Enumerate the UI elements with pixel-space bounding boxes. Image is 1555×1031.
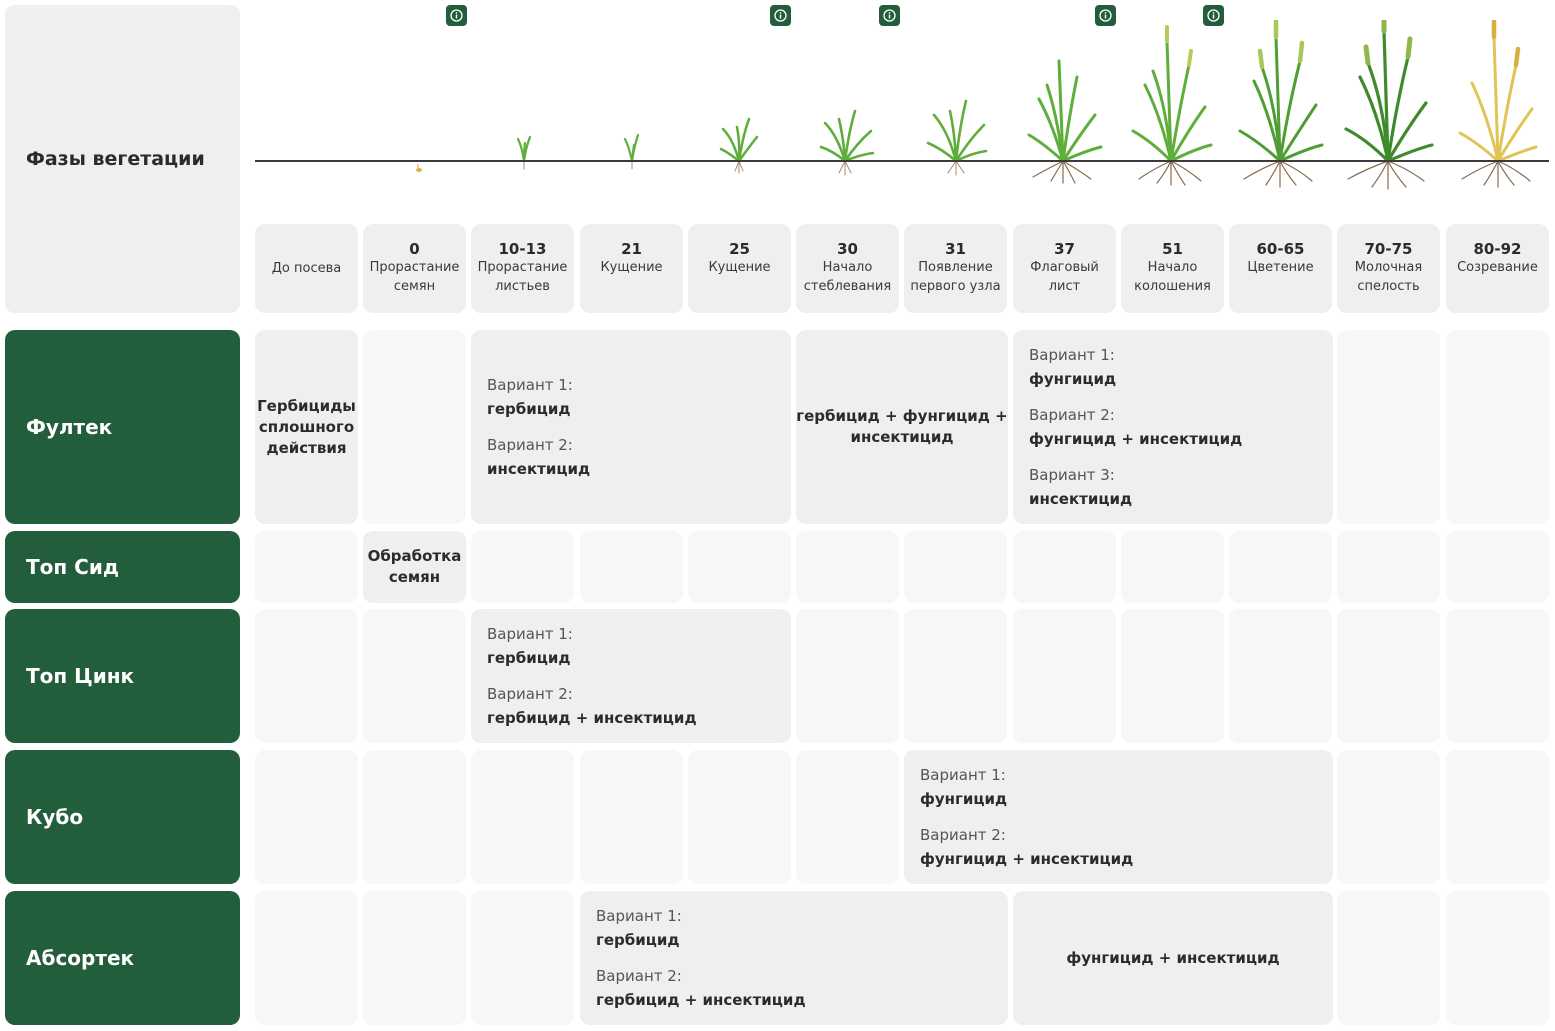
- treatment-text: Гербициды сплошного действия: [257, 396, 356, 457]
- empty-cell: [255, 750, 358, 884]
- treatment-block: [1013, 330, 1333, 524]
- empty-cell: [363, 891, 466, 1025]
- plant-stage-10-13: [518, 137, 530, 169]
- empty-cell: [255, 891, 358, 1025]
- variant-value: гербицид + инсектицид: [596, 991, 806, 1009]
- variant-value: фунгицид + инсектицид: [1029, 430, 1243, 448]
- treatment-block: [1013, 891, 1333, 1025]
- empty-cell: [1121, 531, 1224, 603]
- phase-cell: [1229, 224, 1332, 313]
- variant-value: инсектицид: [487, 460, 591, 478]
- phase-code: 31: [945, 240, 966, 258]
- product-top-sid[interactable]: [5, 531, 240, 603]
- plant-stage-0: [416, 164, 422, 172]
- variant-label: Вариант 1:: [920, 766, 1006, 784]
- phase-cell: [796, 224, 899, 313]
- empty-cell: [580, 750, 683, 884]
- empty-cell: [363, 750, 466, 884]
- empty-cell: [471, 750, 574, 884]
- variant-label: Вариант 2:: [487, 436, 573, 454]
- empty-cell: [1446, 531, 1549, 603]
- phase-cell: [1337, 224, 1440, 313]
- phase-code: 25: [729, 240, 750, 258]
- empty-cell: [471, 891, 574, 1025]
- empty-cell: [363, 609, 466, 743]
- plant-stage-70-75: [1346, 20, 1432, 189]
- empty-cell: [688, 750, 791, 884]
- empty-cell: [688, 531, 791, 603]
- treatment-text: гербицид + фунгицид + инсектицид: [796, 407, 1008, 446]
- variant-value: фунгицид + инсектицид: [920, 850, 1134, 868]
- empty-cell: [1337, 609, 1440, 743]
- empty-cell: [1013, 609, 1116, 743]
- variant-value: инсектицид: [1029, 490, 1133, 508]
- treatment-text: фунгицид + инсектицид: [1066, 948, 1280, 967]
- empty-cell: [1337, 750, 1440, 884]
- phase-name: Цветение: [1247, 260, 1314, 275]
- phase-name: Начало колошения: [1134, 260, 1211, 294]
- empty-cell: [1337, 531, 1440, 603]
- phase-cell: [255, 224, 358, 313]
- product-top-tsink[interactable]: [5, 609, 240, 743]
- phase-code: 51: [1162, 240, 1183, 258]
- treatment-block: [255, 330, 358, 524]
- empty-cell: [580, 531, 683, 603]
- phase-cell: [1013, 224, 1116, 313]
- phase-name: Молочная спелость: [1354, 260, 1423, 294]
- info-icon[interactable]: [1203, 5, 1224, 26]
- plant-stage-21: [625, 135, 638, 169]
- variant-label: Вариант 2:: [487, 685, 573, 703]
- variant-value: гербицид + инсектицид: [487, 709, 697, 727]
- info-icon[interactable]: [446, 5, 467, 26]
- treatment-block: [471, 609, 791, 743]
- empty-cell: [1229, 531, 1332, 603]
- plant-stage-30: [821, 111, 873, 175]
- phase-code: 30: [837, 240, 858, 258]
- variant-value: фунгицид: [920, 790, 1008, 808]
- variant-label: Вариант 1:: [1029, 346, 1115, 364]
- phase-name: До посева: [271, 261, 342, 276]
- phase-code: 0: [409, 240, 420, 258]
- empty-cell: [1121, 609, 1224, 743]
- empty-cell: [471, 531, 574, 603]
- empty-cell: [1229, 609, 1332, 743]
- phase-name: Флаговый лист: [1030, 260, 1099, 294]
- product-name: Топ Сид: [26, 555, 120, 579]
- plant-growth-illustration: [255, 20, 1549, 210]
- phase-code: 70-75: [1364, 240, 1413, 258]
- info-icon[interactable]: [1095, 5, 1116, 26]
- variant-value: гербицид: [596, 931, 680, 949]
- empty-cell: [1337, 891, 1440, 1025]
- product-name: Кубо: [26, 805, 84, 829]
- product-kubo[interactable]: [5, 750, 240, 884]
- empty-cell: [1446, 891, 1549, 1025]
- product-absortek[interactable]: [5, 891, 240, 1025]
- phase-cell: [904, 224, 1007, 313]
- empty-cell: [1446, 330, 1549, 524]
- variant-label: Вариант 2:: [596, 967, 682, 985]
- variant-label: Вариант 1:: [487, 376, 573, 394]
- phase-cell: [471, 224, 574, 313]
- info-icon[interactable]: [879, 5, 900, 26]
- variant-label: Вариант 1:: [596, 907, 682, 925]
- treatment-block: [471, 330, 791, 524]
- plant-stage-25: [721, 119, 757, 173]
- phases-title-cell: [5, 5, 240, 313]
- variant-label: Вариант 1:: [487, 625, 573, 643]
- empty-cell: [1446, 609, 1549, 743]
- phases-title: Фазы вегетации: [26, 148, 205, 170]
- empty-cell: [1337, 330, 1440, 524]
- phase-code: 37: [1054, 240, 1075, 258]
- phase-code: 60-65: [1256, 240, 1305, 258]
- treatment-block: [363, 531, 466, 603]
- phase-name: Начало стеблевания: [803, 260, 892, 294]
- product-name: Фултек: [26, 415, 113, 439]
- empty-cell: [1446, 750, 1549, 884]
- empty-cell: [796, 750, 899, 884]
- treatment-text: Обработка семян: [367, 547, 462, 586]
- variant-label: Вариант 2:: [1029, 406, 1115, 424]
- phase-cell: [1121, 224, 1224, 313]
- empty-cell: [904, 609, 1007, 743]
- empty-cell: [796, 609, 899, 743]
- empty-cell: [1013, 531, 1116, 603]
- treatment-block: [796, 330, 1008, 524]
- plant-stage-31: [928, 101, 986, 175]
- phase-name: Прорастание семян: [369, 260, 460, 294]
- info-icon[interactable]: [770, 5, 791, 26]
- phase-name: Созревание: [1457, 260, 1538, 275]
- product-name: Топ Цинк: [26, 664, 135, 688]
- ground-line: [255, 160, 1549, 162]
- phase-cell: [363, 224, 466, 313]
- phase-code: 80-92: [1473, 240, 1522, 258]
- phase-name: Появление первого узла: [910, 260, 1001, 294]
- empty-cell: [255, 609, 358, 743]
- phase-code: 10-13: [498, 240, 547, 258]
- phase-cell: [580, 224, 683, 313]
- treatment-block: [904, 750, 1333, 884]
- variant-value: гербицид: [487, 649, 571, 667]
- variant-value: гербицид: [487, 400, 571, 418]
- phase-name: Прорастание листьев: [477, 260, 568, 294]
- phase-name: Кущение: [708, 260, 771, 275]
- phase-code: 21: [621, 240, 642, 258]
- product-fultek[interactable]: [5, 330, 240, 524]
- phase-cell: [1446, 224, 1549, 313]
- variant-label: Вариант 2:: [920, 826, 1006, 844]
- empty-cell: [255, 531, 358, 603]
- phase-name: Кущение: [600, 260, 663, 275]
- phase-cell: [688, 224, 791, 313]
- empty-cell: [796, 531, 899, 603]
- plant-stage-37: [1029, 61, 1101, 183]
- variant-value: фунгицид: [1029, 370, 1117, 388]
- empty-cell: [904, 531, 1007, 603]
- treatment-block: [580, 891, 1008, 1025]
- variant-label: Вариант 3:: [1029, 466, 1115, 484]
- product-name: Абсортек: [26, 946, 135, 970]
- empty-cell: [363, 330, 466, 524]
